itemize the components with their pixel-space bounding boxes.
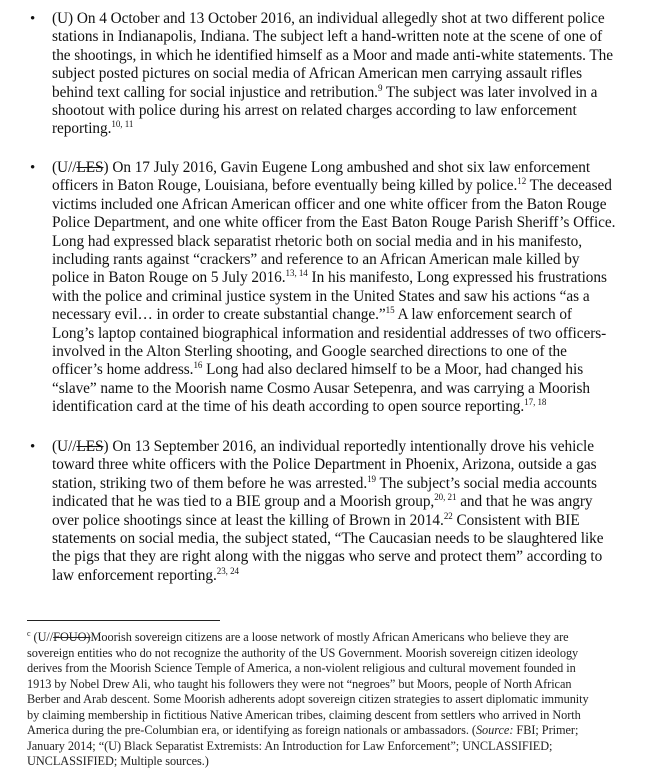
text-span: identification card at the time of his death according to open source reporting. — [52, 398, 525, 416]
text-span: officer’s home address. — [52, 361, 194, 379]
classification-marking: (U//FOUO) — [33, 630, 91, 644]
classification-marking: (U//LES) — [52, 438, 109, 455]
text-line — [52, 159, 590, 177]
footnote-ref: 16 — [193, 360, 203, 371]
footnote-marker: c — [27, 629, 31, 638]
footnote-separator — [27, 620, 220, 621]
text-line: statements on social media, the subject stated, “The Caucasian needs to be slaughtered like — [52, 530, 604, 547]
text-line — [52, 475, 597, 493]
text-line — [52, 10, 605, 28]
text-span: law enforcement reporting. — [52, 566, 217, 584]
text-span: Long had also declared himself to be a Moor, had changed his — [202, 361, 584, 379]
footnote-ref: 10, 11 — [111, 119, 134, 130]
source-label: Source: — [475, 723, 514, 737]
text-line: involved in the Alton Sterling shooting, and Google searched directions to one of the — [52, 343, 567, 360]
classification-marking: (U) — [52, 10, 74, 27]
text-span: over police shootings since at least the killing of Brown in 2014. — [52, 511, 444, 529]
text-span: officers in Baton Rouge, Louisiana, before eventually being killed by police. — [52, 177, 518, 195]
text-span: FBI; Primer; — [513, 723, 579, 737]
text-span: In his manifesto, Long expressed his frustrations — [307, 269, 607, 287]
text-span: police in Baton Rouge on 5 July 2016. — [52, 269, 286, 287]
text-span: On 13 September 2016, an individual reportedly intentionally drove his vehicle — [108, 438, 594, 455]
footnote-line: by claiming membership in fictitious Native American tribes, claiming descent from settlers who arrived in North — [27, 707, 581, 722]
text-line: the shootings, in which he identified himself as a Moor and made anti-white statements. The — [52, 46, 614, 64]
bullet-icon: • — [30, 439, 36, 455]
footnote-ref: 9 — [377, 82, 383, 93]
text-span: necessary evil… in order to create substantial change.” — [52, 306, 386, 324]
footnote-line — [27, 630, 569, 646]
footnote-ref: 17, 18 — [524, 397, 547, 408]
text-span: The subject was later involved in a — [382, 83, 598, 101]
text-line — [52, 84, 597, 102]
footnote-ref: 12 — [517, 176, 527, 187]
text-line: with the police and criminal justice system in the United States and saw his actions “as a — [52, 287, 590, 305]
footnote-line: Berber and Arab descent. Some Moorish adherents adopt sovereign citizen strategies to assert diplomatic immunity — [27, 692, 589, 706]
text-line — [52, 512, 580, 530]
text-line: Police Department, and one white officer from the East Baton Rouge Parish Sheriff’s Office. — [52, 214, 616, 232]
text-span: and that he was angry — [456, 493, 593, 511]
text-line: shootout with police during his arrest on related charges according to law enforcement — [52, 102, 577, 119]
text-span: behind text calling for social injustice and retribution. — [52, 83, 378, 101]
footnote-ref: 13, 14 — [285, 268, 308, 279]
footnote-ref: 15 — [385, 305, 395, 316]
text-line — [52, 306, 572, 324]
text-line — [52, 398, 546, 416]
bullet-icon: • — [30, 160, 36, 176]
text-line: the pigs that they are right along with the niggas who serve and protect them” according to — [52, 548, 603, 566]
footnote-line: January 2014; “(U) Black Separatist Extremists: An Introduction for Law Enforcement”; UNCLASSIFIED; — [27, 738, 553, 753]
text-line: Long’s laptop contained biographical information and residential addresses of two officers- — [52, 324, 607, 342]
text-line — [52, 177, 612, 195]
footnote-line: sovereign entities who do not recognize the authority of the US Government. Moorish sovereign citizen ideology — [27, 645, 579, 660]
bullet-icon: • — [30, 11, 36, 27]
footnote-line — [27, 723, 578, 739]
text-span: indicated that he was tied to a BIE group and a Moorish group, — [52, 493, 435, 511]
classification-marking: (U//LES) — [52, 159, 109, 176]
text-line: Long had expressed black separatist rhetoric both on social media and in his manifesto, — [52, 232, 583, 250]
text-span: America during the pre-Columbian era, or identifying as foreign nationals or ambassadors. ( — [27, 723, 476, 737]
footnote-ref: 19 — [367, 473, 377, 484]
text-span: A law enforcement search of — [394, 306, 572, 324]
text-span: On 4 October and 13 October 2016, an individual allegedly shot at two different police — [76, 10, 605, 27]
text-line: victims included one African American officer and one white officer from the Baton Rouge — [52, 195, 607, 213]
text-span: station, striking two of them before he was arrested. — [52, 474, 368, 492]
text-span: Moorish sovereign citizens are a loose network of mostly African Americans who believe they are — [90, 630, 569, 644]
text-line: stations in Indianapolis, Indiana. The subject left a hand-written note at the scene of one of — [52, 28, 603, 46]
footnote-ref: 20, 21 — [434, 492, 457, 503]
text-line: including rants against “crackers” and reference to an African American male killed by — [52, 251, 580, 268]
footnote-line: derives from the Moorish Science Temple of America, a non-violent religious and cultural movement founded in — [27, 661, 576, 675]
text-line — [52, 567, 239, 585]
footnote-line: UNCLASSIFIED; Multiple sources.) — [27, 754, 209, 768]
text-line — [52, 120, 133, 138]
text-line — [52, 438, 594, 456]
text-span: Consistent with BIE — [452, 511, 580, 529]
text-line — [52, 493, 593, 511]
footnote-ref: 22 — [443, 510, 453, 521]
footnote-line: 1913 by Nobel Drew Ali, who taught his followers they were not “negroes” but Moors, people of North African — [27, 676, 572, 691]
text-span: The deceased — [526, 177, 612, 195]
text-span: On 17 July 2016, Gavin Eugene Long ambushed and shot six law enforcement — [108, 159, 591, 176]
text-span: The subject’s social media accounts — [376, 474, 597, 492]
text-line: “slave” name to the Moorish name Cosmo Ausar Setepenra, and was carrying a Moorish — [52, 379, 590, 397]
footnote-ref: 23, 24 — [216, 565, 239, 576]
text-line — [52, 269, 607, 287]
text-line: subject posted pictures on social media of African American men carrying assault rifles — [52, 65, 583, 83]
text-line — [52, 361, 583, 379]
text-line: toward three white officers with the Police Department in Phoenix, Arizona, outside a gas — [52, 456, 597, 474]
text-span: reporting. — [52, 120, 112, 138]
